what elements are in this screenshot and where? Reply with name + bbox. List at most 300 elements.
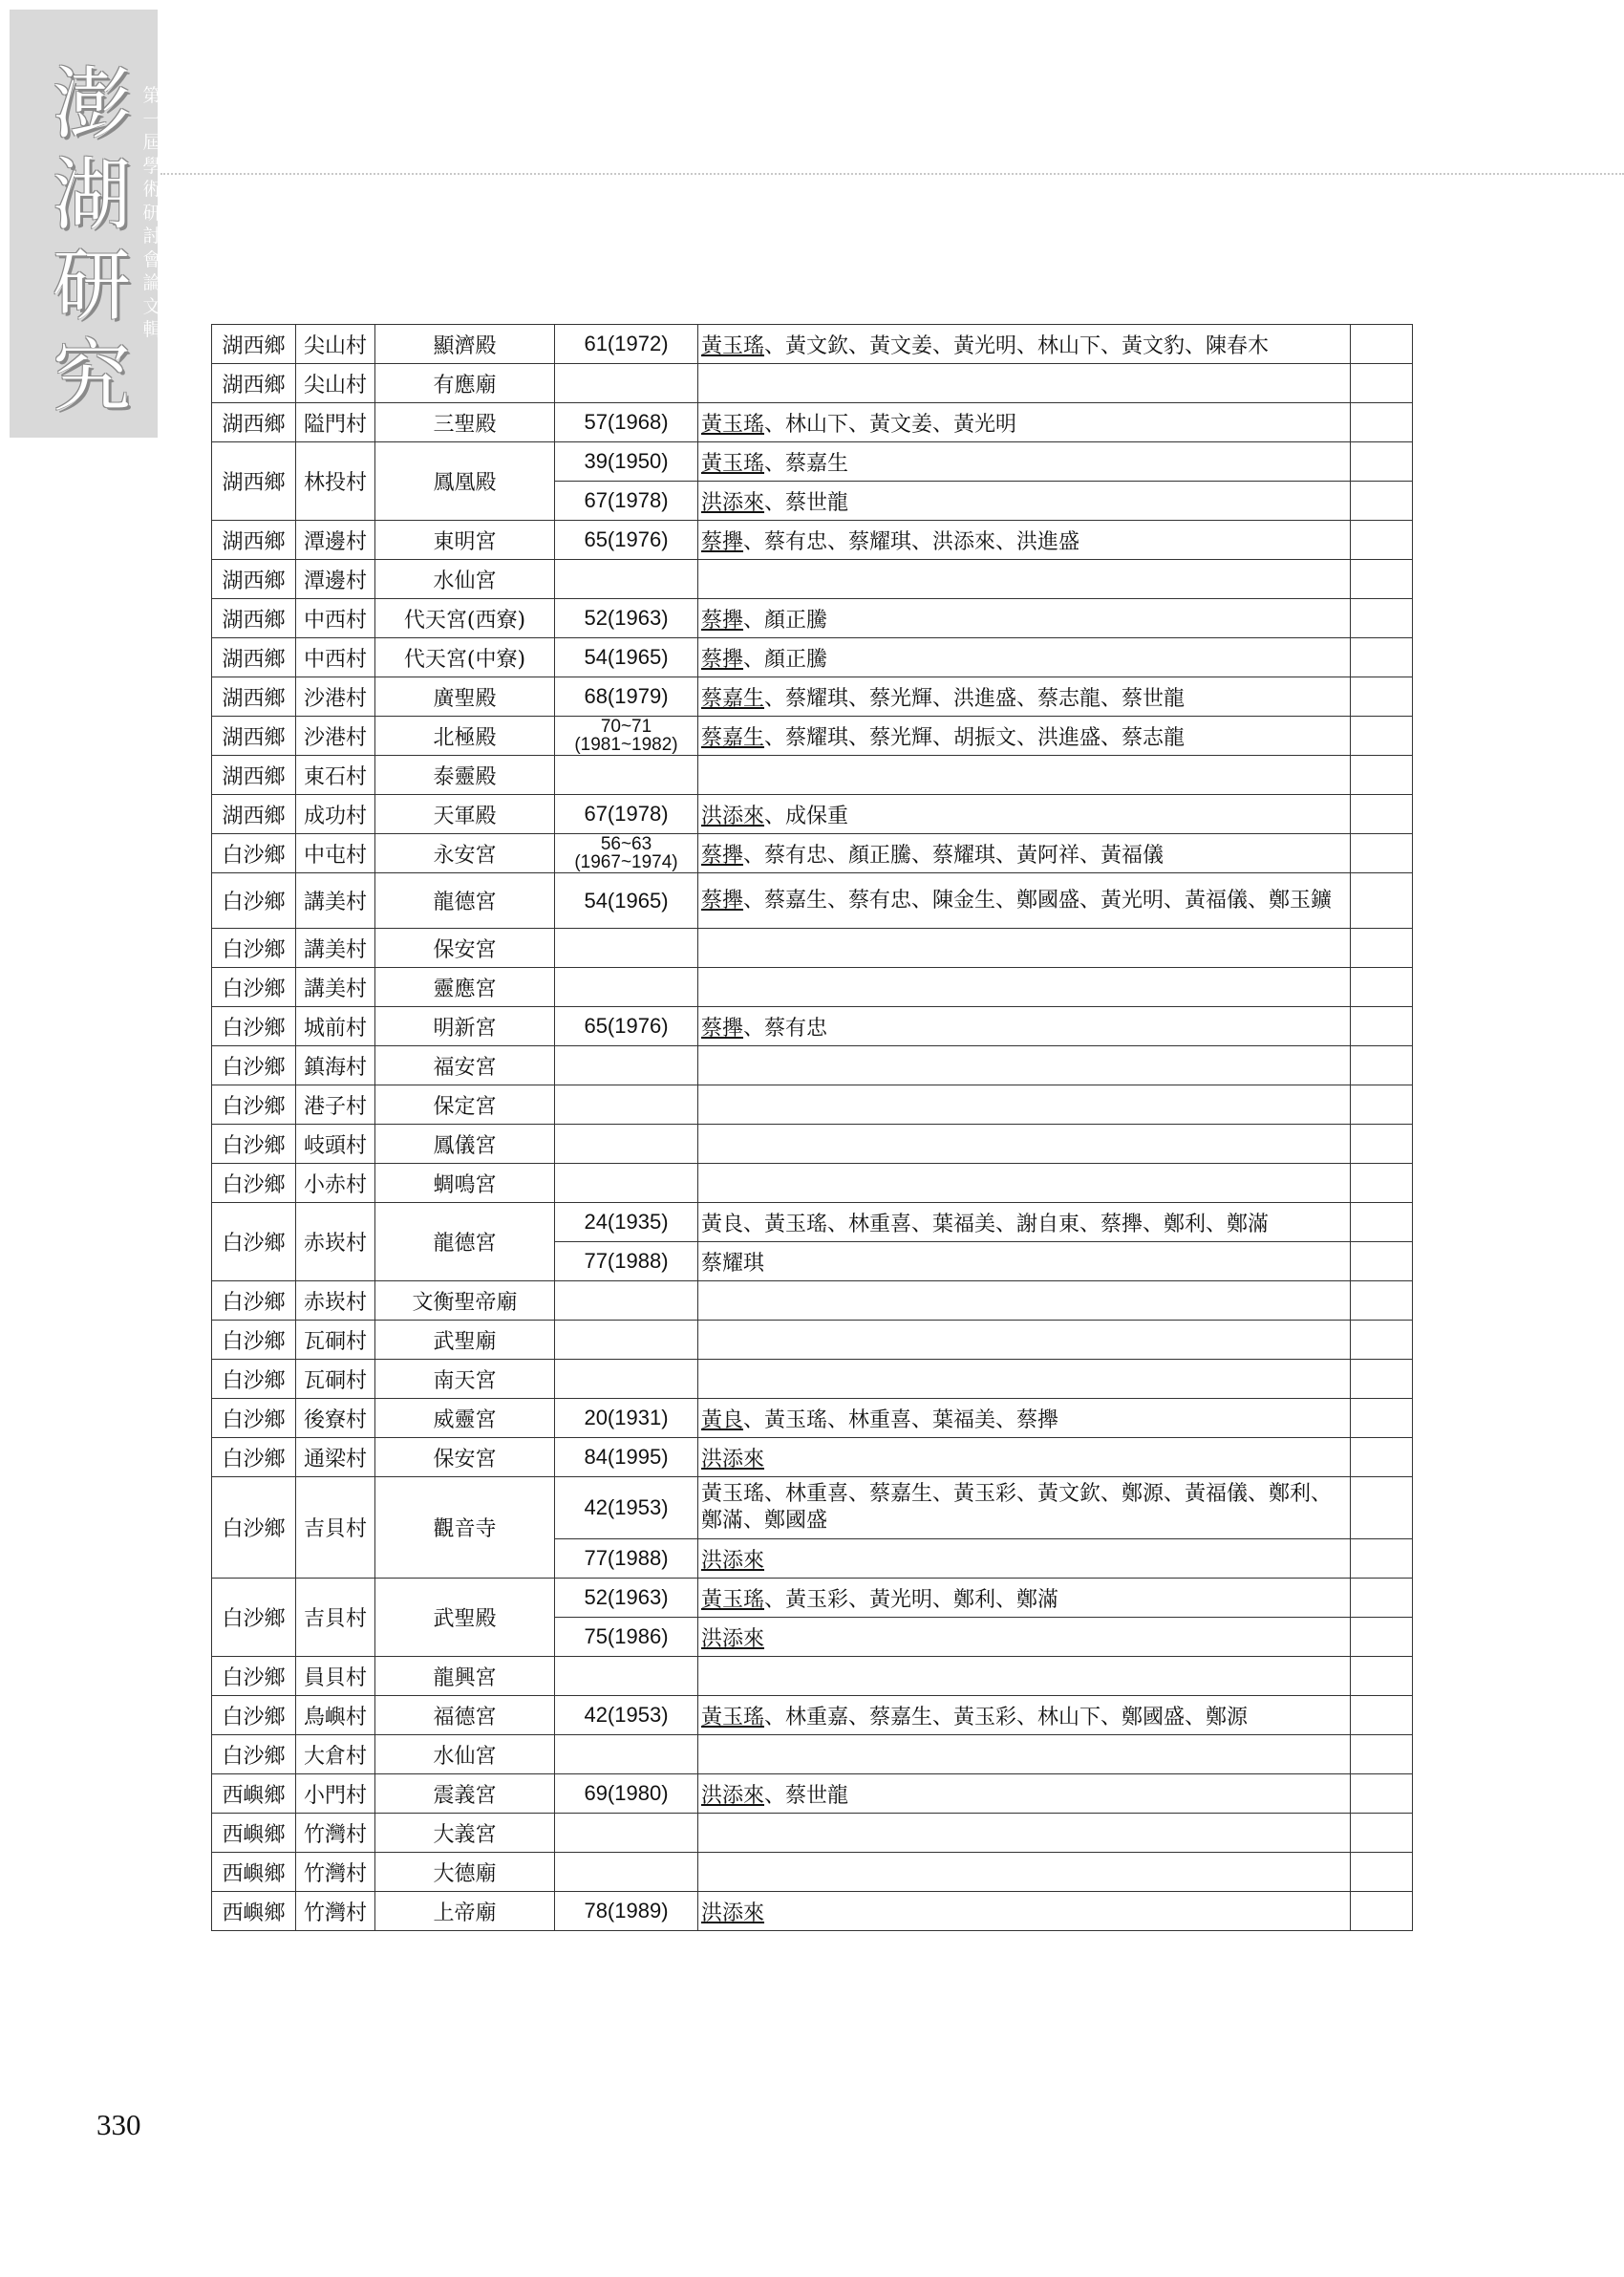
year-cell (555, 1657, 698, 1696)
temple-cell: 震義宮 (375, 1774, 555, 1814)
township-cell: 湖西鄉 (212, 599, 296, 638)
extra-cell (1351, 1579, 1413, 1618)
year-cell-line2: (1981~1982) (574, 735, 678, 755)
medium-names-cell (698, 1125, 1351, 1164)
year-cell: 69(1980) (555, 1774, 698, 1814)
village-cell: 講美村 (296, 968, 375, 1007)
table-row (212, 1203, 1413, 1242)
medium-names-cell (698, 482, 1351, 521)
extra-cell (1351, 968, 1413, 1007)
table-row (212, 1892, 1413, 1931)
extra-cell (1351, 364, 1413, 403)
temple-cell: 北極殿 (375, 717, 555, 756)
extra-cell (1351, 442, 1413, 482)
medium-names-rest: 、蔡有忠 (743, 1016, 828, 1041)
extra-cell (1351, 717, 1413, 756)
table-row (212, 1657, 1413, 1696)
township-cell: 湖西鄉 (212, 638, 296, 677)
village-cell: 鳥嶼村 (296, 1696, 375, 1735)
township-cell: 湖西鄉 (212, 795, 296, 834)
temple-cell: 大德廟 (375, 1853, 555, 1892)
year-cell-line1: 56~63 (600, 834, 652, 854)
township-cell: 湖西鄉 (212, 717, 296, 756)
year-cell: 78(1989) (555, 1892, 698, 1931)
temple-cell: 龍德宮 (375, 873, 555, 929)
extra-cell (1351, 638, 1413, 677)
extra-cell (1351, 1046, 1413, 1085)
village-cell: 竹灣村 (296, 1892, 375, 1931)
extra-cell (1351, 1696, 1413, 1735)
extra-cell (1351, 325, 1413, 364)
township-cell: 白沙鄉 (212, 1438, 296, 1477)
township-cell: 白沙鄉 (212, 1164, 296, 1203)
temple-cell: 龍興宮 (375, 1657, 555, 1696)
village-cell: 赤崁村 (296, 1203, 375, 1281)
table-row (212, 1321, 1413, 1360)
table-row (212, 403, 1413, 442)
medium-names-cell (698, 1579, 1351, 1618)
year-cell (555, 1281, 698, 1321)
year-cell (555, 1321, 698, 1360)
temple-cell: 蜩鳴宮 (375, 1164, 555, 1203)
medium-names-rest: 、成保重 (764, 804, 849, 828)
year-cell (555, 968, 698, 1007)
temple-cell: 鳳儀宮 (375, 1125, 555, 1164)
township-cell: 白沙鄉 (212, 1657, 296, 1696)
extra-cell (1351, 1853, 1413, 1892)
table-row (212, 638, 1413, 677)
medium-names-cell (698, 442, 1351, 482)
year-cell (555, 834, 698, 873)
medium-names-cell (698, 638, 1351, 677)
table-row (212, 873, 1413, 929)
year-cell: 77(1988) (555, 1539, 698, 1579)
medium-names-cell (698, 1618, 1351, 1657)
temple-cell: 明新宮 (375, 1007, 555, 1046)
header-dotted-rule (160, 173, 1624, 175)
year-cell: 68(1979) (555, 677, 698, 717)
table-row (212, 677, 1413, 717)
extra-cell (1351, 521, 1413, 560)
year-cell: 39(1950) (555, 442, 698, 482)
table-row (212, 364, 1413, 403)
extra-cell (1351, 1085, 1413, 1125)
township-cell: 白沙鄉 (212, 1735, 296, 1774)
temple-cell: 威靈宮 (375, 1399, 555, 1438)
extra-cell (1351, 834, 1413, 873)
medium-names-rest: 、蔡有忠、蔡耀琪、洪添來、洪進盛 (743, 529, 1080, 554)
temple-cell: 大義宮 (375, 1814, 555, 1853)
village-cell: 岐頭村 (296, 1125, 375, 1164)
year-cell: 67(1978) (555, 482, 698, 521)
year-cell (555, 364, 698, 403)
township-cell: 白沙鄉 (212, 1125, 296, 1164)
extra-cell (1351, 1242, 1413, 1281)
medium-names-rest: 、蔡有忠、顏正騰、蔡耀琪、黃阿祥、黃福儀 (743, 843, 1165, 868)
medium-name-first: 蔡嘉生 (701, 725, 765, 750)
year-cell: 52(1963) (555, 599, 698, 638)
extra-cell (1351, 929, 1413, 968)
village-cell: 中西村 (296, 599, 375, 638)
year-cell: 52(1963) (555, 1579, 698, 1618)
book-title: 澎湖研究 (52, 59, 131, 422)
medium-names-cell (698, 1164, 1351, 1203)
table-row (212, 834, 1413, 873)
township-cell: 湖西鄉 (212, 325, 296, 364)
temple-cell: 鳳凰殿 (375, 442, 555, 521)
medium-names-cell (698, 1203, 1351, 1242)
medium-name-first: 洪添來 (701, 1783, 765, 1808)
village-cell: 小赤村 (296, 1164, 375, 1203)
year-cell: 54(1965) (555, 638, 698, 677)
year-cell (555, 1360, 698, 1399)
medium-names-rest: 、蔡嘉生、蔡有忠、陳金生、鄭國盛、黃光明、黃福儀、鄭玉鑛 (743, 888, 1333, 913)
year-cell: 61(1972) (555, 325, 698, 364)
township-cell: 白沙鄉 (212, 873, 296, 929)
medium-names-cell (698, 1814, 1351, 1853)
medium-name-first: 蔡攑 (701, 843, 744, 868)
temple-cell: 三聖殿 (375, 403, 555, 442)
medium-name-first: 洪添來 (701, 1626, 765, 1651)
township-cell: 西嶼鄉 (212, 1774, 296, 1814)
medium-names-rest: 黃玉瑤、林重喜、蔡嘉生、黃玉彩、黃文欽、鄭源、黃福儀、鄭利、鄭滿、鄭國盛 (701, 1482, 1333, 1533)
extra-cell (1351, 1321, 1413, 1360)
village-cell: 講美村 (296, 873, 375, 929)
medium-names-cell (698, 1892, 1351, 1931)
medium-name-first: 洪添來 (701, 1901, 765, 1925)
village-cell: 吉貝村 (296, 1579, 375, 1657)
township-cell: 湖西鄉 (212, 756, 296, 795)
village-cell: 成功村 (296, 795, 375, 834)
medium-names-cell (698, 325, 1351, 364)
township-cell: 白沙鄉 (212, 968, 296, 1007)
township-cell: 白沙鄉 (212, 1399, 296, 1438)
medium-names-cell (698, 1657, 1351, 1696)
medium-names-cell (698, 1085, 1351, 1125)
medium-names-cell (698, 1438, 1351, 1477)
table-row (212, 1125, 1413, 1164)
year-cell (555, 1125, 698, 1164)
medium-names-rest: 、蔡世龍 (764, 1783, 849, 1808)
extra-cell (1351, 599, 1413, 638)
medium-names-cell (698, 795, 1351, 834)
year-cell: 75(1986) (555, 1618, 698, 1657)
medium-names-cell (698, 403, 1351, 442)
township-cell: 白沙鄉 (212, 929, 296, 968)
village-cell: 瓦硐村 (296, 1321, 375, 1360)
village-cell: 林投村 (296, 442, 375, 521)
year-cell (555, 1853, 698, 1892)
table-row (212, 968, 1413, 1007)
temple-cell: 保定宮 (375, 1085, 555, 1125)
extra-cell (1351, 1125, 1413, 1164)
village-cell: 瓦硐村 (296, 1360, 375, 1399)
table-row (212, 1360, 1413, 1399)
medium-name-first: 洪添來 (701, 490, 765, 515)
year-cell (555, 717, 698, 756)
table-row (212, 560, 1413, 599)
temple-cell: 福安宮 (375, 1046, 555, 1085)
temple-cell: 天軍殿 (375, 795, 555, 834)
medium-names-cell (698, 1853, 1351, 1892)
year-cell (555, 756, 698, 795)
table-body (212, 325, 1413, 1931)
extra-cell (1351, 1399, 1413, 1438)
township-cell: 湖西鄉 (212, 521, 296, 560)
medium-names-rest: 、蔡嘉生 (764, 451, 849, 476)
temple-cell: 廣聖殿 (375, 677, 555, 717)
temple-cell: 南天宮 (375, 1360, 555, 1399)
medium-name-first: 洪添來 (701, 1447, 765, 1471)
year-cell-line1: 70~71 (600, 717, 652, 737)
temple-cell: 龍德宮 (375, 1203, 555, 1281)
year-cell: 57(1968) (555, 403, 698, 442)
medium-names-rest: 黃良、黃玉瑤、林重喜、葉福美、謝自東、蔡攑、鄭利、鄭滿 (701, 1212, 1270, 1236)
medium-names-rest: 、黃文欽、黃文姜、黃光明、林山下、黃文豹、陳春木 (764, 333, 1270, 358)
medium-names-cell (698, 1539, 1351, 1579)
village-cell: 尖山村 (296, 325, 375, 364)
village-cell: 城前村 (296, 1007, 375, 1046)
sidebar-band (10, 10, 161, 438)
medium-names-rest: 、蔡世龍 (764, 490, 849, 515)
extra-cell (1351, 1281, 1413, 1321)
temple-cell: 福德宮 (375, 1696, 555, 1735)
table-row (212, 1853, 1413, 1892)
village-cell: 潭邊村 (296, 521, 375, 560)
township-cell: 西嶼鄉 (212, 1814, 296, 1853)
medium-name-first: 蔡攑 (701, 608, 744, 633)
medium-names-cell (698, 1696, 1351, 1735)
year-cell: 77(1988) (555, 1242, 698, 1281)
year-cell (555, 1085, 698, 1125)
medium-names-rest: 、黃玉瑤、林重喜、葉福美、蔡攑 (743, 1407, 1059, 1432)
year-cell (555, 929, 698, 968)
temple-cell: 武聖殿 (375, 1579, 555, 1657)
year-cell: 54(1965) (555, 873, 698, 929)
township-cell: 湖西鄉 (212, 677, 296, 717)
table-row (212, 1735, 1413, 1774)
table-row (212, 599, 1413, 638)
year-cell (555, 1046, 698, 1085)
extra-cell (1351, 677, 1413, 717)
village-cell: 赤崁村 (296, 1281, 375, 1321)
medium-names-rest: 、蔡耀琪、蔡光輝、胡振文、洪進盛、蔡志龍 (764, 725, 1186, 750)
extra-cell (1351, 560, 1413, 599)
medium-names-cell (698, 968, 1351, 1007)
village-cell: 隘門村 (296, 403, 375, 442)
page-number: 330 (96, 2108, 141, 2141)
temple-cell: 觀音寺 (375, 1477, 555, 1579)
medium-names-cell (698, 1007, 1351, 1046)
extra-cell (1351, 1007, 1413, 1046)
village-cell: 中屯村 (296, 834, 375, 873)
medium-names-cell (698, 1046, 1351, 1085)
medium-name-first: 蔡嘉生 (701, 686, 765, 711)
year-cell (555, 1814, 698, 1853)
medium-names-cell (698, 1242, 1351, 1281)
medium-names-cell (698, 717, 1351, 756)
year-cell: 84(1995) (555, 1438, 698, 1477)
year-cell: 65(1976) (555, 1007, 698, 1046)
township-cell: 西嶼鄉 (212, 1892, 296, 1931)
medium-names-cell (698, 1735, 1351, 1774)
medium-names-cell (698, 873, 1351, 929)
extra-cell (1351, 1735, 1413, 1774)
medium-names-cell (698, 1321, 1351, 1360)
township-cell: 白沙鄉 (212, 1579, 296, 1657)
extra-cell (1351, 482, 1413, 521)
table-row (212, 756, 1413, 795)
temple-cell: 水仙宮 (375, 1735, 555, 1774)
extra-cell (1351, 1477, 1413, 1539)
extra-cell (1351, 1539, 1413, 1579)
medium-name-first: 黃玉瑤 (701, 412, 765, 437)
temple-records-table (211, 324, 1413, 1931)
village-cell: 中西村 (296, 638, 375, 677)
village-cell: 竹灣村 (296, 1853, 375, 1892)
medium-names-rest: 、顏正騰 (743, 608, 828, 633)
village-cell: 竹灣村 (296, 1814, 375, 1853)
village-cell: 東石村 (296, 756, 375, 795)
township-cell: 湖西鄉 (212, 403, 296, 442)
extra-cell (1351, 795, 1413, 834)
table-row (212, 1774, 1413, 1814)
township-cell: 白沙鄉 (212, 1046, 296, 1085)
year-cell: 20(1931) (555, 1399, 698, 1438)
table-row (212, 1007, 1413, 1046)
township-cell: 白沙鄉 (212, 1477, 296, 1579)
village-cell: 潭邊村 (296, 560, 375, 599)
table-row (212, 717, 1413, 756)
extra-cell (1351, 1657, 1413, 1696)
medium-name-first: 蔡攑 (701, 647, 744, 672)
medium-names-cell (698, 364, 1351, 403)
medium-names-rest: 、蔡耀琪、蔡光輝、洪進盛、蔡志龍、蔡世龍 (764, 686, 1186, 711)
medium-name-first: 蔡攑 (701, 529, 744, 554)
township-cell: 白沙鄉 (212, 1321, 296, 1360)
extra-cell (1351, 1814, 1413, 1853)
table-row (212, 1477, 1413, 1539)
extra-cell (1351, 873, 1413, 929)
extra-cell (1351, 1892, 1413, 1931)
medium-names-cell (698, 560, 1351, 599)
township-cell: 湖西鄉 (212, 442, 296, 521)
table-row (212, 1814, 1413, 1853)
table-row (212, 1164, 1413, 1203)
temple-cell: 泰靈殿 (375, 756, 555, 795)
medium-names-cell (698, 834, 1351, 873)
medium-names-cell (698, 1399, 1351, 1438)
medium-names-cell (698, 1477, 1351, 1539)
village-cell: 沙港村 (296, 717, 375, 756)
village-cell: 大倉村 (296, 1735, 375, 1774)
year-cell (555, 1735, 698, 1774)
table-row (212, 1579, 1413, 1618)
medium-name-first: 蔡攑 (701, 1016, 744, 1041)
table-row (212, 1085, 1413, 1125)
village-cell: 後寮村 (296, 1399, 375, 1438)
temple-cell: 靈應宮 (375, 968, 555, 1007)
medium-names-cell (698, 756, 1351, 795)
year-cell (555, 560, 698, 599)
temple-cell: 水仙宮 (375, 560, 555, 599)
township-cell: 西嶼鄉 (212, 1853, 296, 1892)
medium-names-rest: 、黃玉彩、黃光明、鄭利、鄭滿 (764, 1587, 1059, 1612)
medium-names-cell (698, 1360, 1351, 1399)
medium-name-first: 黃良 (701, 1407, 744, 1432)
medium-name-first: 黃玉瑤 (701, 1705, 765, 1729)
year-cell: 24(1935) (555, 1203, 698, 1242)
temple-cell: 有應廟 (375, 364, 555, 403)
village-cell: 港子村 (296, 1085, 375, 1125)
temple-cell: 保安宮 (375, 929, 555, 968)
medium-names-rest: 、林山下、黃文姜、黃光明 (764, 412, 1017, 437)
extra-cell (1351, 1618, 1413, 1657)
temple-cell: 武聖廟 (375, 1321, 555, 1360)
township-cell: 白沙鄉 (212, 1281, 296, 1321)
township-cell: 湖西鄉 (212, 560, 296, 599)
medium-names-cell (698, 521, 1351, 560)
extra-cell (1351, 403, 1413, 442)
year-cell-line2: (1967~1974) (574, 852, 678, 872)
temple-cell: 永安宮 (375, 834, 555, 873)
township-cell: 白沙鄉 (212, 1203, 296, 1281)
medium-name-first: 黃玉瑤 (701, 451, 765, 476)
medium-names-rest: 、顏正騰 (743, 647, 828, 672)
temple-cell: 文衡聖帝廟 (375, 1281, 555, 1321)
medium-names-rest: 、林重嘉、蔡嘉生、黃玉彩、林山下、鄭國盛、鄭源 (764, 1705, 1249, 1729)
table-row (212, 1696, 1413, 1735)
village-cell: 尖山村 (296, 364, 375, 403)
year-cell: 42(1953) (555, 1696, 698, 1735)
book-subtitle: 第一屆學術研討會論文輯 (142, 85, 161, 340)
table-row (212, 929, 1413, 968)
table-row (212, 1399, 1413, 1438)
table-row (212, 1438, 1413, 1477)
township-cell: 白沙鄉 (212, 1360, 296, 1399)
temple-cell: 保安宮 (375, 1438, 555, 1477)
temple-cell: 代天宮(西寮) (375, 599, 555, 638)
village-cell: 講美村 (296, 929, 375, 968)
medium-name-first: 洪添來 (701, 1548, 765, 1573)
year-cell: 42(1953) (555, 1477, 698, 1539)
medium-name-first: 黃玉瑤 (701, 1587, 765, 1612)
medium-name-first: 蔡攑 (701, 888, 744, 913)
township-cell: 白沙鄉 (212, 834, 296, 873)
village-cell: 吉貝村 (296, 1477, 375, 1579)
medium-names-cell (698, 677, 1351, 717)
temple-cell: 上帝廟 (375, 1892, 555, 1931)
year-cell: 65(1976) (555, 521, 698, 560)
village-cell: 沙港村 (296, 677, 375, 717)
village-cell: 通梁村 (296, 1438, 375, 1477)
extra-cell (1351, 1203, 1413, 1242)
medium-names-cell (698, 599, 1351, 638)
township-cell: 白沙鄉 (212, 1085, 296, 1125)
table-row (212, 325, 1413, 364)
extra-cell (1351, 756, 1413, 795)
extra-cell (1351, 1360, 1413, 1399)
year-cell: 67(1978) (555, 795, 698, 834)
table-row (212, 1046, 1413, 1085)
village-cell: 小門村 (296, 1774, 375, 1814)
extra-cell (1351, 1164, 1413, 1203)
township-cell: 白沙鄉 (212, 1007, 296, 1046)
extra-cell (1351, 1774, 1413, 1814)
table-row (212, 442, 1413, 482)
table-row (212, 521, 1413, 560)
village-cell: 鎮海村 (296, 1046, 375, 1085)
